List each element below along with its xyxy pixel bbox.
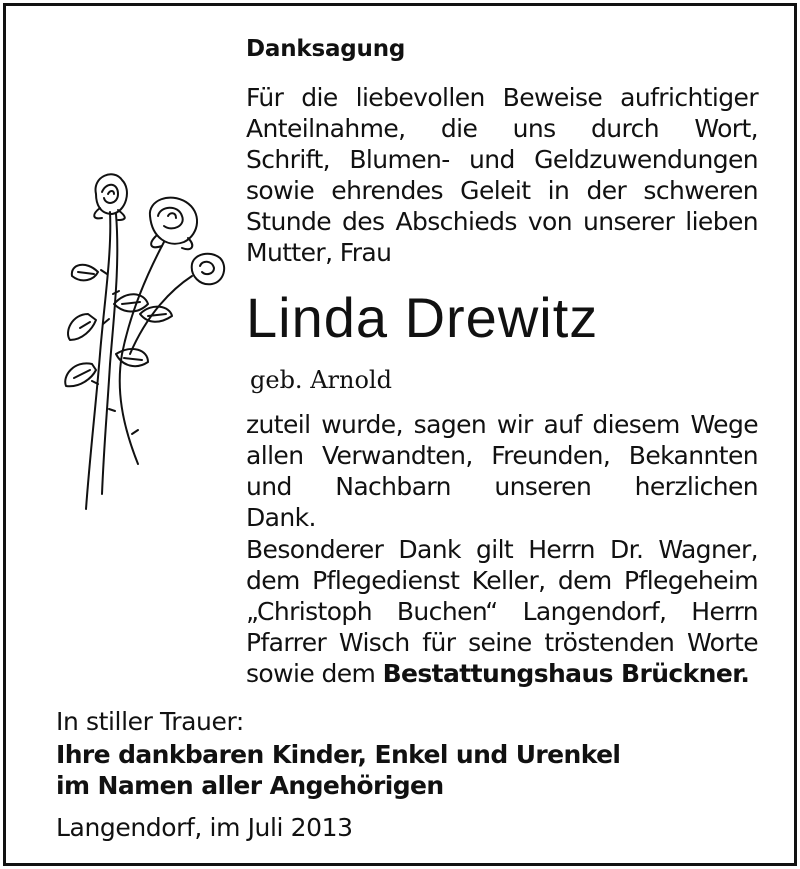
mourning-intro: In stiller Trauer: [56, 707, 244, 736]
thanks-line: Dank. [246, 503, 316, 532]
special-line: dem Pflegedienst Keller, dem Pflegeheim [246, 566, 758, 595]
deceased-name: Linda Drewitz [246, 286, 599, 349]
heading-danksagung: Danksagung [246, 36, 406, 62]
intro-line: Mutter, Frau [246, 238, 392, 267]
special-line: Pfarrer Wisch für seine tröstenden Worte [246, 628, 758, 657]
mourners-line-1: Ihre dankbaren Kinder, Enkel und Urenkel [56, 740, 621, 769]
maiden-name: geb. Arnold [250, 366, 392, 394]
intro-line: sowie ehrendes Geleit in der schweren [246, 176, 758, 205]
roses-icon [52, 164, 232, 524]
thanks-line: zuteil wurde, sagen wir auf diesem Wege [246, 410, 758, 439]
special-line-last [246, 658, 758, 689]
place-date: Langendorf, im Juli 2013 [56, 813, 353, 842]
intro-line: Anteilnahme, die uns durch Wort, [246, 114, 758, 143]
special-line: Besonderer Dank gilt Herrn Dr. Wagner, [246, 535, 758, 564]
special-thanks-paragraph [246, 534, 758, 689]
thanks-paragraph [246, 409, 758, 533]
thanks-line: allen Verwandten, Freunden, Bekannten [246, 441, 758, 470]
intro-line: Stunde des Abschieds von unserer lieben [246, 207, 758, 236]
intro-line: Für die liebevollen Beweise aufrichtiger [246, 83, 758, 112]
thanks-line: und Nachbarn unseren herzlichen [246, 472, 758, 501]
intro-line: Schrift, Blumen- und Geldzuwendungen [246, 145, 758, 174]
mourners-line-2: im Namen aller Angehörigen [56, 771, 444, 800]
intro-paragraph [246, 82, 758, 268]
special-line: „Christoph Buchen“ Langendorf, Herrn [246, 597, 758, 626]
obituary-notice [3, 3, 797, 866]
special-last-prefix: sowie dem [246, 659, 383, 688]
funeral-home: Bestattungshaus Brückner. [382, 659, 750, 688]
